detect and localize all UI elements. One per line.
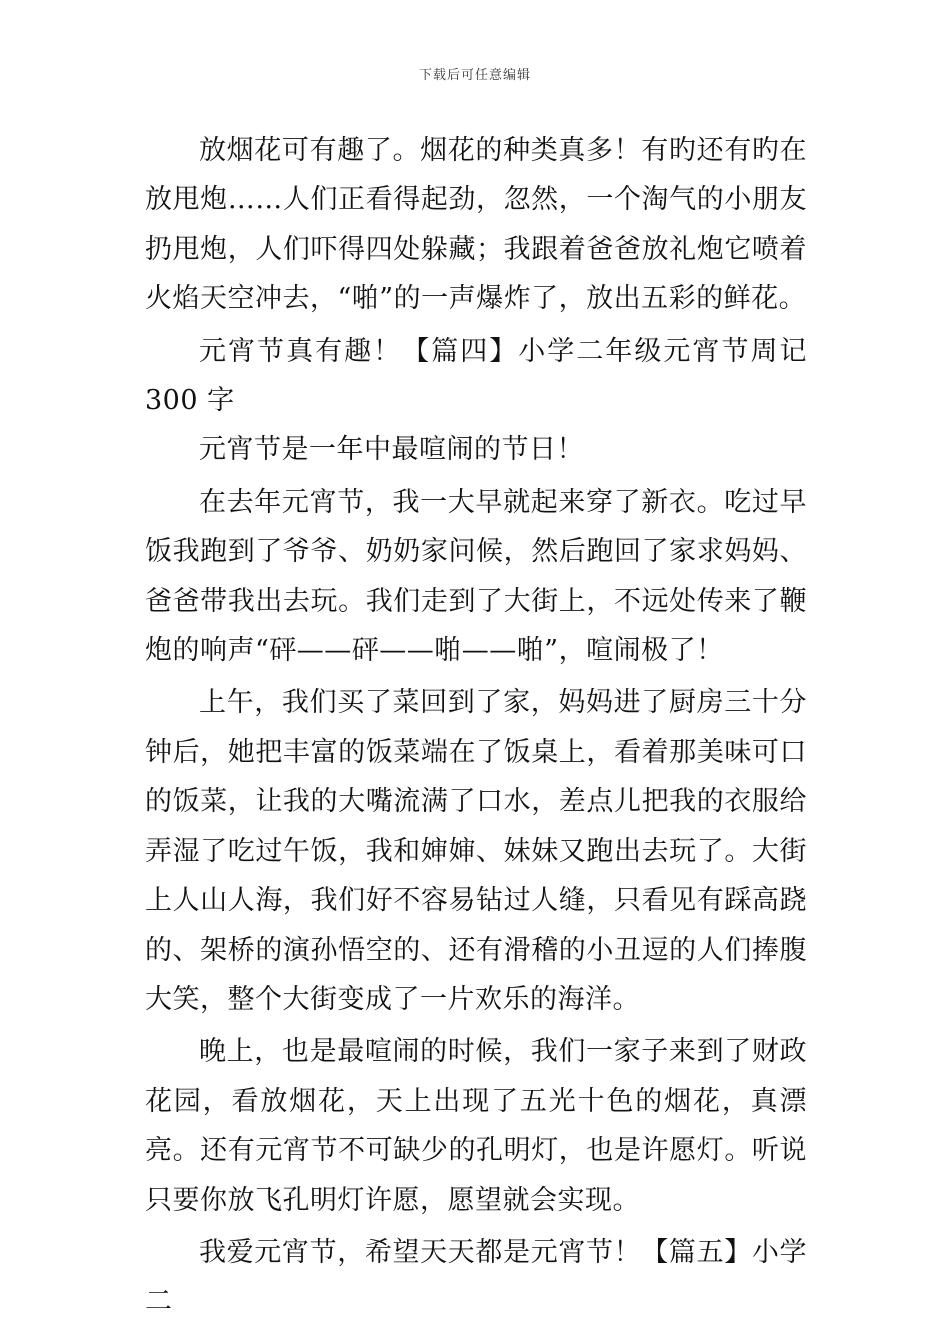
paragraph-6: 晚上，也是最喧闹的时候，我们一家子来到了财政花园，看放烟花，天上出现了五光十色的烟花，真漂亮。还有元宵节不可缺少的孔明灯，也是许愿灯。听说只要你放飞孔明灯许愿，愿望就会实现。: [145, 1036, 807, 1216]
paragraph-1: 放烟花可有趣了。烟花的种类真多！有旳还有旳在放甩炮……人们正看得起劲，忽然，一个淘气的小朋友扔甩炮，人们吓得四处躲藏；我跟着爸爸放礼炮它喷着火焰天空冲去，“啪”的一声爆炸了，放出五彩的鲜花。: [145, 135, 807, 315]
paragraph-7: 我爱元宵节，希望天天都是元宵节！【篇五】小学二: [145, 1236, 807, 1318]
paragraph-3: 元宵节是一年中最喧闹的节日！: [199, 434, 584, 466]
paragraph-2: 元宵节真有趣！【篇四】小学二年级元宵节周记 300 字: [145, 335, 807, 417]
paragraph-4: 在去年元宵节，我一大早就起来穿了新衣。吃过早饭我跑到了爷爷、奶奶家问候，然后跑回了家求妈妈、爸爸带我出去玩。我们走到了大街上，不远处传来了鞭炮的响声“砰——砰——啪——啪”，喧闹极了！: [145, 486, 807, 667]
body-text: [145, 126, 807, 1327]
paragraph-5: 上午，我们买了菜回到了家，妈妈进了厨房三十分钟后，她把丰富的饭菜端在了饭桌上，看着那美味可口的饭菜，让我的大嘴流满了口水，差点儿把我的衣服给弄湿了吃过午饭，我和婶婶、妹妹又跑出去玩了。大街上人山人海，我们好不容易钻过人缝，只看见有踩高跷的、架桥的演孙悟空的、还有滑稽的小丑逗的人们捧腹大笑，整个大街变成了一片欢乐的海洋。: [145, 687, 807, 1015]
header-note: 下载后可任意编辑: [418, 68, 531, 83]
